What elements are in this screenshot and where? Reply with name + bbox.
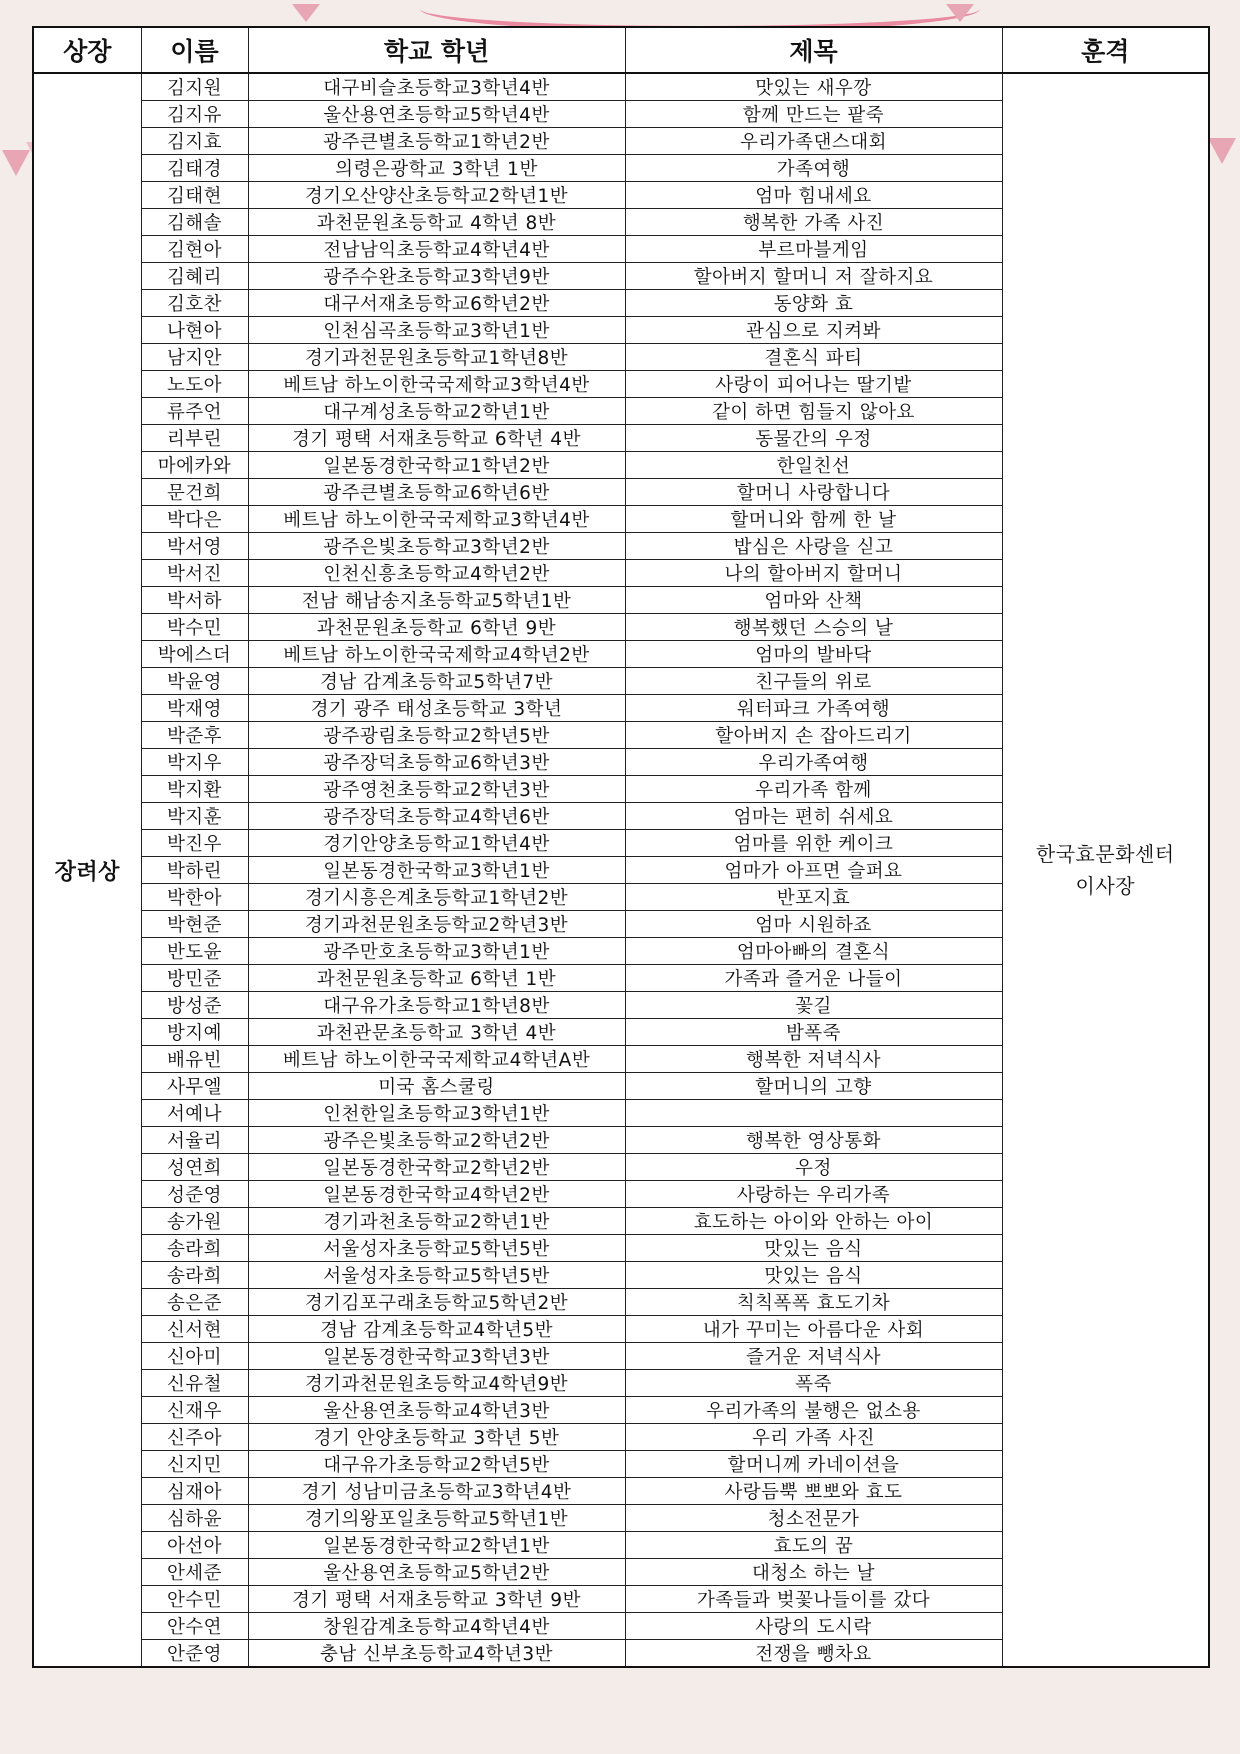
title-cell: 엄마를 위한 케이크 bbox=[625, 830, 1002, 857]
school-cell: 창원감계초등학교4학년4반 bbox=[248, 1613, 625, 1640]
name-cell: 서율리 bbox=[141, 1127, 248, 1154]
title-cell: 효도하는 아이와 안하는 아이 bbox=[625, 1208, 1002, 1235]
header-school: 학교 학년 bbox=[248, 27, 625, 73]
school-cell: 광주만호초등학교3학년1반 bbox=[248, 938, 625, 965]
name-cell: 김지유 bbox=[141, 101, 248, 128]
name-cell: 송가원 bbox=[141, 1208, 248, 1235]
header-award: 상장 bbox=[33, 27, 141, 73]
table-row bbox=[33, 73, 1209, 101]
title-cell: 워터파크 가족여행 bbox=[625, 695, 1002, 722]
name-cell: 성준영 bbox=[141, 1181, 248, 1208]
school-cell: 베트남 하노이한국국제학교3학년4반 bbox=[248, 506, 625, 533]
name-cell: 리부린 bbox=[141, 425, 248, 452]
table-body bbox=[33, 73, 1209, 1667]
school-cell: 전남 해남송지초등학교5학년1반 bbox=[248, 587, 625, 614]
school-cell: 과천문원초등학교 6학년 1반 bbox=[248, 965, 625, 992]
title-cell: 친구들의 위로 bbox=[625, 668, 1002, 695]
school-cell: 울산용연초등학교4학년3반 bbox=[248, 1397, 625, 1424]
school-cell: 일본동경한국학교4학년2반 bbox=[248, 1181, 625, 1208]
school-cell: 경남 감계초등학교5학년7반 bbox=[248, 668, 625, 695]
name-cell: 성연희 bbox=[141, 1154, 248, 1181]
name-cell: 노도아 bbox=[141, 371, 248, 398]
award-cell: 장려상 bbox=[33, 73, 141, 1667]
name-cell: 김태현 bbox=[141, 182, 248, 209]
school-cell: 광주광림초등학교2학년5반 bbox=[248, 722, 625, 749]
school-cell: 대구비슬초등학교3학년4반 bbox=[248, 73, 625, 101]
presenter-line-1: 한국효문화센터 bbox=[1035, 842, 1175, 866]
title-cell: 꽃길 bbox=[625, 992, 1002, 1019]
name-cell: 신지민 bbox=[141, 1451, 248, 1478]
school-cell: 광주은빛초등학교3학년2반 bbox=[248, 533, 625, 560]
title-cell: 함께 만드는 팥죽 bbox=[625, 101, 1002, 128]
title-cell: 엄마 힘내세요 bbox=[625, 182, 1002, 209]
title-cell: 엄마는 편히 쉬세요 bbox=[625, 803, 1002, 830]
name-cell: 김해솔 bbox=[141, 209, 248, 236]
school-cell: 일본동경한국학교3학년1반 bbox=[248, 857, 625, 884]
name-cell: 박재영 bbox=[141, 695, 248, 722]
name-cell: 방성준 bbox=[141, 992, 248, 1019]
school-cell: 대구유가초등학교2학년5반 bbox=[248, 1451, 625, 1478]
title-cell: 밥심은 사랑을 싣고 bbox=[625, 533, 1002, 560]
title-cell: 같이 하면 힘들지 않아요 bbox=[625, 398, 1002, 425]
name-cell: 신아미 bbox=[141, 1343, 248, 1370]
header-title: 제목 bbox=[625, 27, 1002, 73]
title-cell: 효도의 꿈 bbox=[625, 1532, 1002, 1559]
name-cell: 사무엘 bbox=[141, 1073, 248, 1100]
school-cell: 광주큰별초등학교6학년6반 bbox=[248, 479, 625, 506]
name-cell: 아선아 bbox=[141, 1532, 248, 1559]
name-cell: 김지원 bbox=[141, 73, 248, 101]
name-cell: 박지우 bbox=[141, 749, 248, 776]
name-cell: 나현아 bbox=[141, 317, 248, 344]
school-cell: 경기안양초등학교1학년4반 bbox=[248, 830, 625, 857]
title-cell: 칙칙폭폭 효도기차 bbox=[625, 1289, 1002, 1316]
school-cell: 인천신흥초등학교4학년2반 bbox=[248, 560, 625, 587]
school-cell: 대구계성초등학교2학년1반 bbox=[248, 398, 625, 425]
school-cell: 인천심곡초등학교3학년1반 bbox=[248, 317, 625, 344]
name-cell: 박준후 bbox=[141, 722, 248, 749]
name-cell: 김태경 bbox=[141, 155, 248, 182]
school-cell: 베트남 하노이한국국제학교3학년4반 bbox=[248, 371, 625, 398]
title-cell: 가족과 즐거운 나들이 bbox=[625, 965, 1002, 992]
title-cell: 할머니와 함께 한 날 bbox=[625, 506, 1002, 533]
name-cell: 안준영 bbox=[141, 1640, 248, 1668]
name-cell: 박한아 bbox=[141, 884, 248, 911]
name-cell: 문건희 bbox=[141, 479, 248, 506]
school-cell: 광주은빛초등학교2학년2반 bbox=[248, 1127, 625, 1154]
school-cell: 일본동경한국학교1학년2반 bbox=[248, 452, 625, 479]
title-cell: 결혼식 파티 bbox=[625, 344, 1002, 371]
name-cell: 김혜리 bbox=[141, 263, 248, 290]
name-cell: 방민준 bbox=[141, 965, 248, 992]
title-cell: 행복한 영상통화 bbox=[625, 1127, 1002, 1154]
name-cell: 박윤영 bbox=[141, 668, 248, 695]
name-cell: 박수민 bbox=[141, 614, 248, 641]
title-cell: 청소전문가 bbox=[625, 1505, 1002, 1532]
title-cell: 우리가족 함께 bbox=[625, 776, 1002, 803]
title-cell: 대청소 하는 날 bbox=[625, 1559, 1002, 1586]
bunting-flag bbox=[292, 4, 320, 22]
name-cell: 서예나 bbox=[141, 1100, 248, 1127]
title-cell: 맛있는 음식 bbox=[625, 1262, 1002, 1289]
title-cell: 행복한 저녁식사 bbox=[625, 1046, 1002, 1073]
name-cell: 박다은 bbox=[141, 506, 248, 533]
name-cell: 신주아 bbox=[141, 1424, 248, 1451]
school-cell: 전남남익초등학교4학년4반 bbox=[248, 236, 625, 263]
name-cell: 신재우 bbox=[141, 1397, 248, 1424]
school-cell: 경기오산양산초등학교2학년1반 bbox=[248, 182, 625, 209]
name-cell: 박서영 bbox=[141, 533, 248, 560]
title-cell: 맛있는 음식 bbox=[625, 1235, 1002, 1262]
bunting-flag bbox=[1208, 138, 1236, 164]
school-cell: 경기과천문원초등학교2학년3반 bbox=[248, 911, 625, 938]
title-cell: 엄마가 아프면 슬퍼요 bbox=[625, 857, 1002, 884]
name-cell: 방지예 bbox=[141, 1019, 248, 1046]
school-cell: 광주장덕초등학교6학년3반 bbox=[248, 749, 625, 776]
name-cell: 박지훈 bbox=[141, 803, 248, 830]
title-cell: 한일친선 bbox=[625, 452, 1002, 479]
title-cell: 동물간의 우정 bbox=[625, 425, 1002, 452]
title-cell: 사랑의 도시락 bbox=[625, 1613, 1002, 1640]
title-cell: 우리가족의 불행은 없소용 bbox=[625, 1397, 1002, 1424]
school-cell: 충남 신부초등학교4학년3반 bbox=[248, 1640, 625, 1668]
title-cell: 부르마블게임 bbox=[625, 236, 1002, 263]
name-cell: 신서현 bbox=[141, 1316, 248, 1343]
name-cell: 김현아 bbox=[141, 236, 248, 263]
school-cell: 일본동경한국학교2학년2반 bbox=[248, 1154, 625, 1181]
school-cell: 과천문원초등학교 6학년 9반 bbox=[248, 614, 625, 641]
school-cell: 인천한일초등학교3학년1반 bbox=[248, 1100, 625, 1127]
name-cell: 신유철 bbox=[141, 1370, 248, 1397]
title-cell: 엄마 시원하죠 bbox=[625, 911, 1002, 938]
title-cell: 가족여행 bbox=[625, 155, 1002, 182]
school-cell: 경기과천초등학교2학년1반 bbox=[248, 1208, 625, 1235]
title-cell: 할머니의 고향 bbox=[625, 1073, 1002, 1100]
title-cell: 사랑듬뿍 뽀뽀와 효도 bbox=[625, 1478, 1002, 1505]
school-cell: 경기시흥은계초등학교1학년2반 bbox=[248, 884, 625, 911]
name-cell: 심재아 bbox=[141, 1478, 248, 1505]
school-cell: 경기 광주 태성초등학교 3학년 bbox=[248, 695, 625, 722]
school-cell: 경기 성남미금초등학교3학년4반 bbox=[248, 1478, 625, 1505]
name-cell: 마에카와 bbox=[141, 452, 248, 479]
school-cell: 대구유가초등학교1학년8반 bbox=[248, 992, 625, 1019]
school-cell: 광주장덕초등학교4학년6반 bbox=[248, 803, 625, 830]
title-cell: 내가 꾸미는 아름다운 사회 bbox=[625, 1316, 1002, 1343]
title-cell: 맛있는 새우깡 bbox=[625, 73, 1002, 101]
title-cell: 관심으로 지켜봐 bbox=[625, 317, 1002, 344]
presenter-line-2: 이사장 bbox=[1075, 874, 1135, 898]
title-cell: 할아버지 할머니 저 잘하지요 bbox=[625, 263, 1002, 290]
title-cell: 동양화 효 bbox=[625, 290, 1002, 317]
school-cell: 일본동경한국학교3학년3반 bbox=[248, 1343, 625, 1370]
title-cell: 할머니 사랑합니다 bbox=[625, 479, 1002, 506]
school-cell: 경기 평택 서재초등학교 6학년 4반 bbox=[248, 425, 625, 452]
school-cell: 서울성자초등학교5학년5반 bbox=[248, 1235, 625, 1262]
school-cell: 과천문원초등학교 4학년 8반 bbox=[248, 209, 625, 236]
name-cell: 박현준 bbox=[141, 911, 248, 938]
school-cell: 경기 평택 서재초등학교 3학년 9반 bbox=[248, 1586, 625, 1613]
name-cell: 송은준 bbox=[141, 1289, 248, 1316]
school-cell: 광주수완초등학교3학년9반 bbox=[248, 263, 625, 290]
school-cell: 서울성자초등학교5학년5반 bbox=[248, 1262, 625, 1289]
title-cell: 밤폭죽 bbox=[625, 1019, 1002, 1046]
school-cell: 경기과천문원초등학교4학년9반 bbox=[248, 1370, 625, 1397]
title-cell: 행복했던 스승의 날 bbox=[625, 614, 1002, 641]
title-cell: 전쟁을 뺑차요 bbox=[625, 1640, 1002, 1668]
title-cell: 폭죽 bbox=[625, 1370, 1002, 1397]
school-cell: 경기 안양초등학교 3학년 5반 bbox=[248, 1424, 625, 1451]
school-cell: 광주영천초등학교2학년3반 bbox=[248, 776, 625, 803]
school-cell: 베트남 하노이한국국제학교4학년A반 bbox=[248, 1046, 625, 1073]
name-cell: 박진우 bbox=[141, 830, 248, 857]
name-cell: 안세준 bbox=[141, 1559, 248, 1586]
header-name: 이름 bbox=[141, 27, 248, 73]
name-cell: 배유빈 bbox=[141, 1046, 248, 1073]
school-cell: 미국 홈스쿨링 bbox=[248, 1073, 625, 1100]
school-cell: 경기과천문원초등학교1학년8반 bbox=[248, 344, 625, 371]
title-cell: 사랑이 피어나는 딸기밭 bbox=[625, 371, 1002, 398]
school-cell: 광주큰별초등학교1학년2반 bbox=[248, 128, 625, 155]
name-cell: 박서하 bbox=[141, 587, 248, 614]
title-cell: 할머니께 카네이션을 bbox=[625, 1451, 1002, 1478]
title-cell: 행복한 가족 사진 bbox=[625, 209, 1002, 236]
title-cell: 우리 가족 사진 bbox=[625, 1424, 1002, 1451]
title-cell: 우리가족여행 bbox=[625, 749, 1002, 776]
school-cell: 울산용연초등학교5학년4반 bbox=[248, 101, 625, 128]
school-cell: 일본동경한국학교2학년1반 bbox=[248, 1532, 625, 1559]
award-table bbox=[32, 26, 1210, 1668]
school-cell: 과천관문초등학교 3학년 4반 bbox=[248, 1019, 625, 1046]
title-cell: 엄마의 발바닥 bbox=[625, 641, 1002, 668]
header-row bbox=[33, 27, 1209, 73]
school-cell: 경기의왕포일초등학교5학년1반 bbox=[248, 1505, 625, 1532]
name-cell: 박하린 bbox=[141, 857, 248, 884]
name-cell: 김지효 bbox=[141, 128, 248, 155]
presenter-cell bbox=[1002, 73, 1209, 1667]
title-cell: 반포지효 bbox=[625, 884, 1002, 911]
name-cell: 박지환 bbox=[141, 776, 248, 803]
title-cell: 나의 할아버지 할머니 bbox=[625, 560, 1002, 587]
name-cell: 송라희 bbox=[141, 1235, 248, 1262]
name-cell: 박에스더 bbox=[141, 641, 248, 668]
title-cell: 즐거운 저녁식사 bbox=[625, 1343, 1002, 1370]
name-cell: 안수민 bbox=[141, 1586, 248, 1613]
name-cell: 김호찬 bbox=[141, 290, 248, 317]
name-cell: 송라희 bbox=[141, 1262, 248, 1289]
school-cell: 대구서재초등학교6학년2반 bbox=[248, 290, 625, 317]
school-cell: 경남 감계초등학교4학년5반 bbox=[248, 1316, 625, 1343]
title-cell: 우리가족댄스대회 bbox=[625, 128, 1002, 155]
header-presenter: 훈격 bbox=[1002, 27, 1209, 73]
name-cell: 반도윤 bbox=[141, 938, 248, 965]
school-cell: 울산용연초등학교5학년2반 bbox=[248, 1559, 625, 1586]
name-cell: 안수연 bbox=[141, 1613, 248, 1640]
title-cell: 엄마아빠의 결혼식 bbox=[625, 938, 1002, 965]
title-cell: 엄마와 산책 bbox=[625, 587, 1002, 614]
bunting-flag bbox=[946, 4, 974, 22]
school-cell: 경기김포구래초등학교5학년2반 bbox=[248, 1289, 625, 1316]
school-cell: 의령은광학교 3학년 1반 bbox=[248, 155, 625, 182]
name-cell: 박서진 bbox=[141, 560, 248, 587]
title-cell: 사랑하는 우리가족 bbox=[625, 1181, 1002, 1208]
name-cell: 류주언 bbox=[141, 398, 248, 425]
title-cell: 가족들과 벚꽃나들이를 갔다 bbox=[625, 1586, 1002, 1613]
title-cell: 우정 bbox=[625, 1154, 1002, 1181]
title-cell: 할아버지 손 잡아드리기 bbox=[625, 722, 1002, 749]
name-cell: 심하윤 bbox=[141, 1505, 248, 1532]
school-cell: 베트남 하노이한국국제학교4학년2반 bbox=[248, 641, 625, 668]
title-cell bbox=[625, 1100, 1002, 1127]
name-cell: 남지안 bbox=[141, 344, 248, 371]
